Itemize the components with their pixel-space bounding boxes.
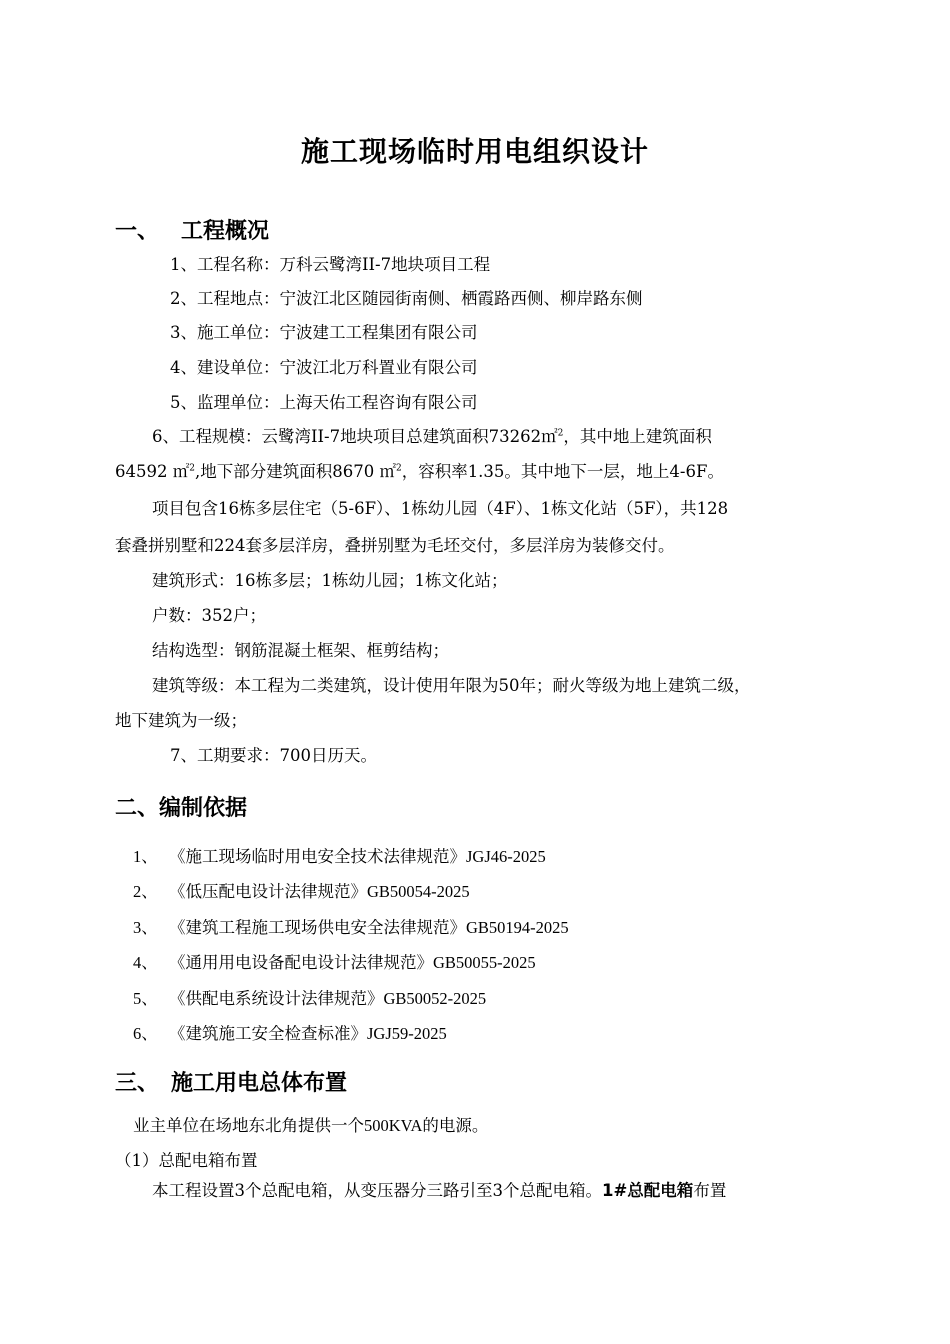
scale-text-tail: ，容积率1.35。其中地下一层，地上4-6F。 bbox=[401, 462, 724, 481]
scale-line-1 bbox=[152, 429, 712, 446]
superscript: 2 bbox=[557, 428, 564, 439]
reference-text: 《通用用电设备配电设计法律规范》GB50055-2025 bbox=[169, 953, 536, 972]
contains-line-2: 套叠拼别墅和224套多层洋房，叠拼别墅为毛坯交付，多层洋房为装修交付。 bbox=[115, 536, 675, 555]
reference-text: 《建筑工程施工现场供电安全法律规范》GB50194-2025 bbox=[169, 918, 569, 937]
scale-line-2 bbox=[115, 464, 724, 481]
overview-item-2: 2、工程地点：宁波江北区随园街南侧、栖霞路西侧、柳岸路东侧 bbox=[170, 289, 643, 308]
section-heading-basis: 二、编制依据 bbox=[115, 796, 248, 821]
superscript: 2 bbox=[395, 463, 402, 474]
reference-index: 1、 bbox=[133, 847, 158, 866]
reference-item bbox=[133, 949, 536, 973]
paragraph-text: 本工程设置3个总配电箱，从变压器分三路引至3个总配电箱。 bbox=[152, 1181, 602, 1200]
power-source-intro: 业主单位在场地东北角提供一个500KVA的电源。 bbox=[133, 1116, 489, 1135]
building-form: 建筑形式：16栋多层；1栋幼儿园；1栋文化站； bbox=[152, 571, 508, 590]
section-heading-overview bbox=[115, 214, 269, 245]
overview-item-5: 5、监理单位：上海天佑工程咨询有限公司 bbox=[170, 393, 478, 412]
scale-text: 64592 ㎡ bbox=[115, 462, 190, 481]
overview-item-4: 4、建设单位：宁波江北万科置业有限公司 bbox=[170, 358, 478, 377]
section-number: 三、 bbox=[115, 1071, 160, 1096]
reference-item bbox=[133, 878, 470, 902]
structure-type: 结构选型：钢筋混凝土框架、框剪结构； bbox=[152, 641, 449, 660]
bold-term: 1#总配电箱 bbox=[602, 1181, 694, 1200]
reference-text: 《建筑施工安全检查标准》JGJ59-2025 bbox=[169, 1024, 447, 1043]
construction-period: 7、工期要求：700日历天。 bbox=[170, 746, 377, 765]
main-box-paragraph bbox=[152, 1183, 726, 1200]
reference-index: 5、 bbox=[133, 989, 158, 1008]
overview-item-3: 3、施工单位：宁波建工工程集团有限公司 bbox=[170, 323, 478, 342]
reference-item bbox=[133, 914, 569, 938]
document-title: 施工现场临时用电组织设计 bbox=[300, 135, 649, 168]
reference-index: 2、 bbox=[133, 882, 158, 901]
scale-text-mid: ,地下部分建筑面积8670 ㎡ bbox=[194, 462, 396, 481]
building-grade-line-2: 地下建筑为一级； bbox=[115, 711, 247, 730]
section-title: 施工用电总体布置 bbox=[171, 1071, 348, 1096]
section-heading-layout bbox=[115, 1066, 347, 1097]
scale-text-tail: ，其中地上建筑面积 bbox=[563, 427, 712, 446]
paragraph-text-tail: 布置 bbox=[693, 1181, 727, 1200]
reference-index: 4、 bbox=[133, 953, 158, 972]
reference-index: 3、 bbox=[133, 918, 158, 937]
subsection-heading: （1）总配电箱布置 bbox=[115, 1151, 258, 1170]
households: 户数：352户； bbox=[152, 606, 266, 625]
overview-item-1: 1、工程名称：万科云鹭湾II-7地块项目工程 bbox=[170, 255, 491, 274]
building-grade-line-1: 建筑等级：本工程为二类建筑，设计使用年限为50年；耐火等级为地上建筑二级， bbox=[152, 676, 751, 695]
contains-line-1: 项目包含16栋多层住宅（5-6F）、1栋幼儿园（4F）、1栋文化站（5F），共128 bbox=[152, 499, 729, 518]
reference-text: 《施工现场临时用电安全技术法律规范》JGJ46-2025 bbox=[169, 847, 546, 866]
superscript: 2 bbox=[189, 463, 195, 474]
reference-item bbox=[133, 843, 546, 867]
reference-text: 《低压配电设计法律规范》GB50054-2025 bbox=[169, 882, 470, 901]
reference-item bbox=[133, 985, 486, 1009]
reference-item bbox=[133, 1020, 447, 1044]
reference-text: 《供配电系统设计法律规范》GB50052-2025 bbox=[169, 989, 487, 1008]
section-title: 工程概况 bbox=[181, 219, 270, 244]
scale-text: 6、工程规模：云鹭湾II-7地块项目总建筑面积73262㎡ bbox=[152, 427, 558, 446]
section-number: 一、 bbox=[115, 219, 160, 244]
reference-index: 6、 bbox=[133, 1024, 158, 1043]
